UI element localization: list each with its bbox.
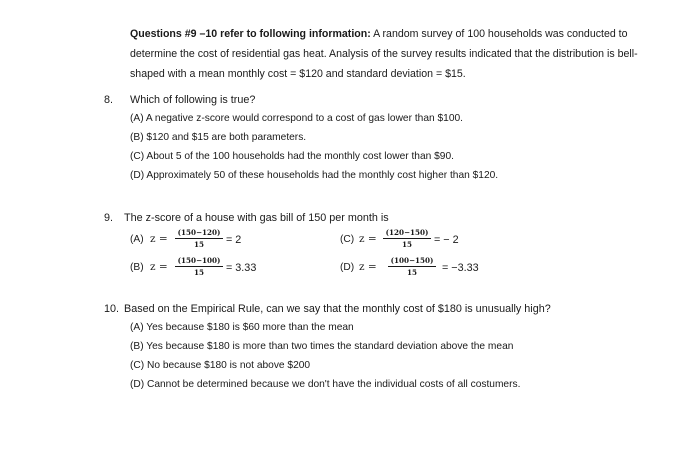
q10-option-a: (A) Yes because $180 is $60 more than the mean [130,322,354,333]
q9-option-b-denominator: 15 [193,268,204,277]
q9-option-a-result: = 2 [226,234,242,246]
q9-option-b-fraction [175,256,223,277]
q9-option-d-label: (D) [340,262,355,273]
q8-option-c: (C) About 5 of the 100 households had the monthly cost lower than $90. [130,151,454,162]
intro-lead: Questions #9 –10 refer to following information: [130,28,371,40]
q9-stem: The z-score of a house with gas bill of 150 per month is [124,212,389,224]
q8-number: 8. [104,94,114,106]
q9-option-a-label: (A) [130,234,144,245]
q10-number: 10. [104,303,120,315]
q8-option-b: (B) $120 and $15 are both parameters. [130,132,307,143]
q9-number: 9. [104,212,114,224]
q10-stem: Based on the Empirical Rule, can we say that the monthly cost of $180 is unusually high? [124,303,551,315]
q9-option-a-z: z = [150,233,168,245]
q9-option-d-z: z = [359,261,377,273]
q9-option-c-denominator: 15 [401,240,412,249]
q10-option-b: (B) Yes because $180 is more than two times the standard deviation above the mean [130,341,514,352]
q10-option-c: (C) No because $180 is not above $200 [130,360,311,371]
q9-option-b-result: = 3.33 [226,262,257,274]
q9-option-b-numerator: (150−100) [175,256,223,267]
q9-option-c-z: z = [359,233,377,245]
intro-text: A random survey of 100 households was conducted to determine the cost of residential gas heat. Analysis of the survey results indicated that the distribution is bell-shaped with a mean monthly cost = $120 and standard deviation = $15. [130,28,638,80]
q9-option-c-fraction [383,228,431,249]
q9-option-b-label: (B) [130,262,144,273]
q9-option-c-label: (C) [340,234,355,245]
q9-option-c-result: = − 2 [434,234,459,246]
q9-option-d-numerator: (100−150) [388,256,436,267]
q8-option-a: (A) A negative z-score would correspond to a cost of gas lower than $100. [130,113,463,124]
q9-option-a-numerator: (150−120) [175,228,223,239]
q9-option-d-fraction [388,256,436,277]
q9-option-c-numerator: (120−150) [383,228,431,239]
q10-option-d: (D) Cannot be determined because we don't have the individual costs of all costumers. [130,379,521,390]
q9-option-d-denominator: 15 [406,268,417,277]
intro-paragraph [130,24,670,84]
q8-option-d: (D) Approximately 50 of these households had the monthly cost higher than $120. [130,170,499,181]
q9-option-a-denominator: 15 [193,240,204,249]
q9-option-a-fraction [175,228,223,249]
q9-option-d-result: = −3.33 [442,262,479,274]
q9-option-b-z: z = [150,261,168,273]
q8-stem: Which of following is true? [130,94,256,106]
